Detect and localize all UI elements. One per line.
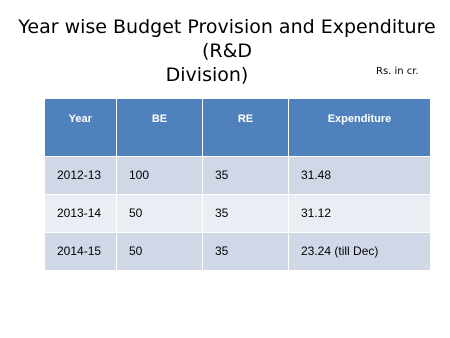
cell-be: 50 <box>117 232 203 270</box>
cell-be: 50 <box>117 194 203 232</box>
cell-expenditure: 23.24 (till Dec) <box>289 232 431 270</box>
budget-table <box>44 99 431 271</box>
unit-note: Rs. in cr. <box>376 66 419 77</box>
cell-re: 35 <box>203 156 289 194</box>
cell-year: 2012-13 <box>45 156 117 194</box>
header-expenditure: Expenditure <box>289 99 431 156</box>
table-header-row <box>45 99 431 156</box>
cell-expenditure: 31.12 <box>289 194 431 232</box>
cell-re: 35 <box>203 194 289 232</box>
title-line-2: Division) <box>165 64 249 86</box>
header-year: Year <box>45 99 117 156</box>
header-be: BE <box>117 99 203 156</box>
table-row <box>45 194 431 232</box>
cell-expenditure: 31.48 <box>289 156 431 194</box>
cell-year: 2014-15 <box>45 232 117 270</box>
table-row <box>45 232 431 270</box>
title-line-1: Year wise Budget Provision and Expenditure (R&D <box>18 16 436 62</box>
cell-re: 35 <box>203 232 289 270</box>
cell-be: 100 <box>117 156 203 194</box>
table-row <box>45 156 431 194</box>
cell-year: 2013-14 <box>45 194 117 232</box>
header-re: RE <box>203 99 289 156</box>
